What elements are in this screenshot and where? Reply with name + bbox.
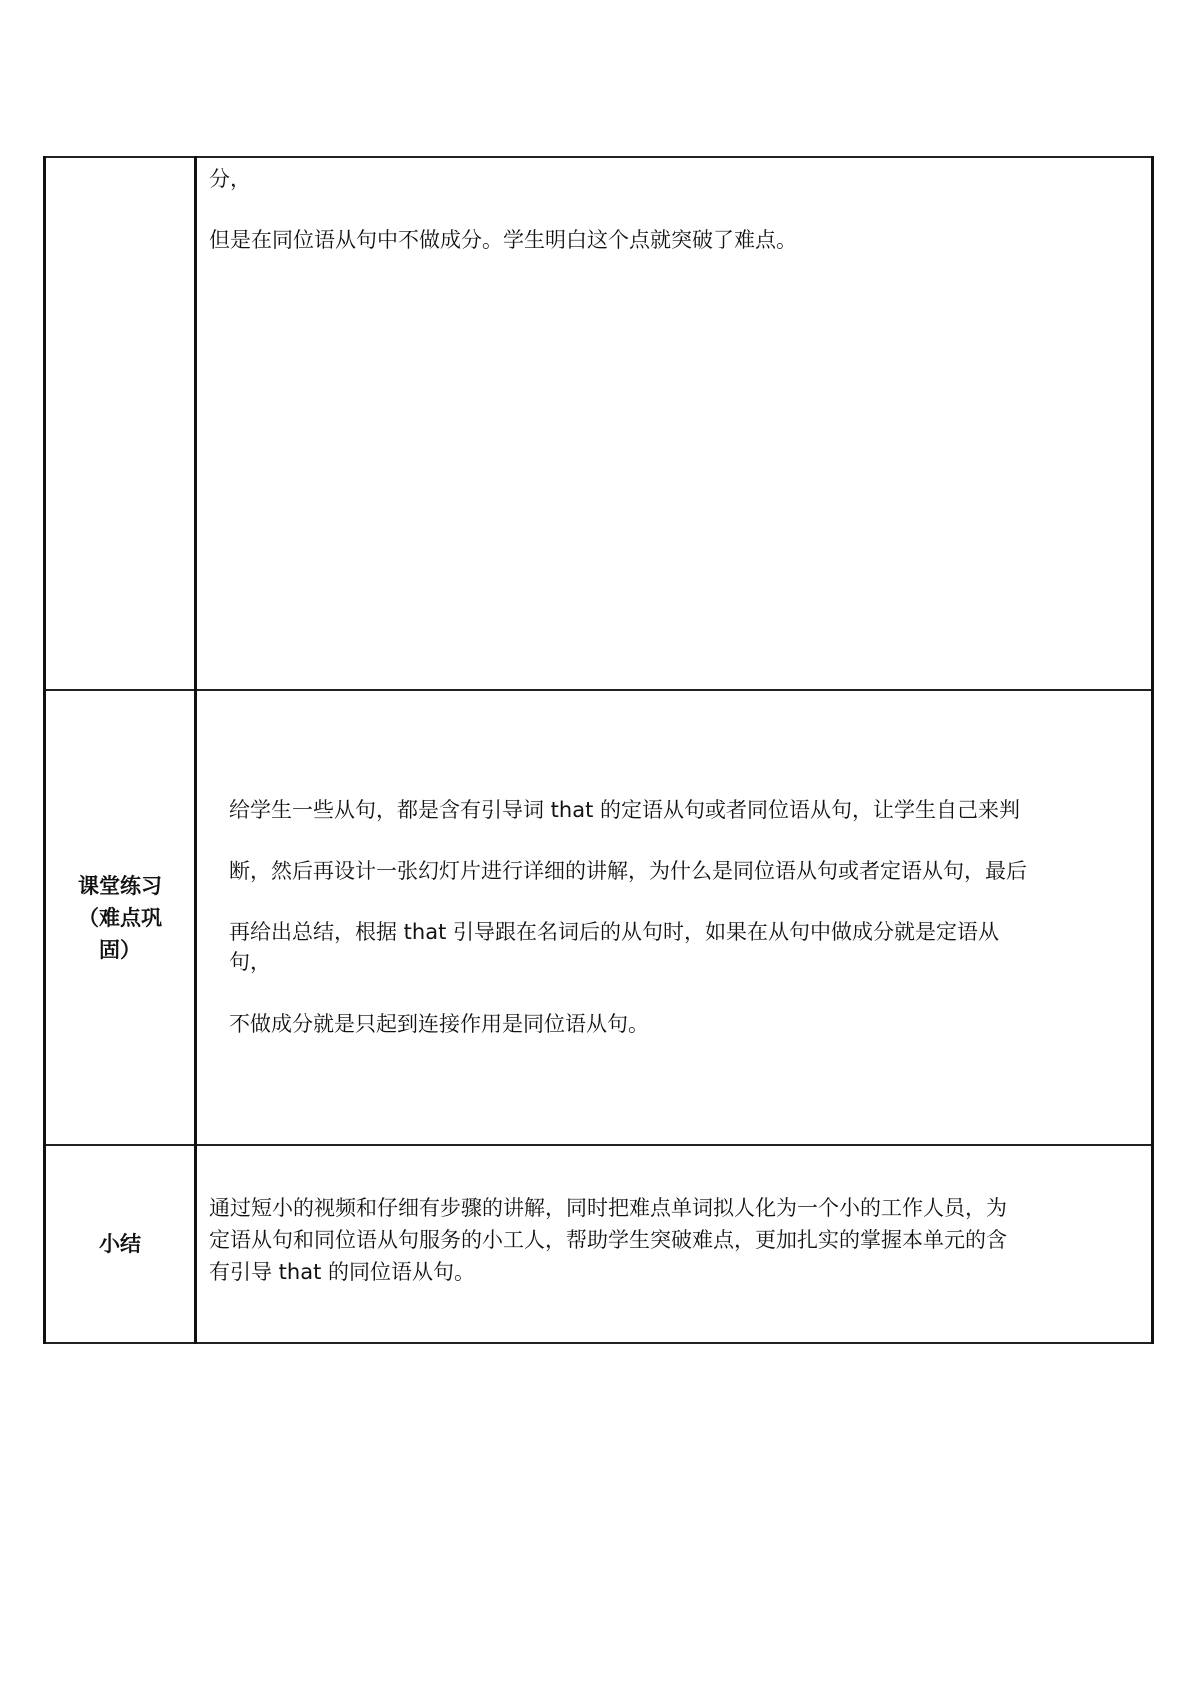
row2-label-line2: （难点巩 xyxy=(78,905,162,930)
table-row-summary xyxy=(45,1145,1153,1343)
table-row-difficulty-continued xyxy=(45,157,1153,690)
row2-line-1: 给学生一些从句，都是含有引导词 that 的定语从句或者同位语从句，让学生自己来判 xyxy=(229,798,1020,822)
row2-label-line1: 课堂练习 xyxy=(78,873,162,898)
lesson-plan-table xyxy=(43,156,1154,1344)
row3-label-cell xyxy=(45,1145,196,1343)
row2-label-line3: 固） xyxy=(99,937,141,962)
row3-label: 小结 xyxy=(99,1232,141,1256)
table-row-classroom-practice xyxy=(45,690,1153,1145)
row1-label-cell xyxy=(45,157,196,690)
row1-paragraph-1: 分， xyxy=(209,167,251,191)
row3-content-cell xyxy=(196,1145,1153,1343)
row3-line-1: 通过短小的视频和仔细有步骤的讲解，同时把难点单词拟人化为一个小的工作人员，为 xyxy=(209,1196,1007,1220)
row2-line-2: 断，然后再设计一张幻灯片进行详细的讲解，为什么是同位语从句或者定语从句，最后 xyxy=(229,859,1027,883)
row2-content-cell xyxy=(196,690,1153,1145)
row1-paragraph-2: 但是在同位语从句中不做成分。学生明白这个点就突破了难点。 xyxy=(209,228,797,252)
row3-line-3: 有引导 that 的同位语从句。 xyxy=(209,1260,475,1284)
row3-line-2: 定语从句和同位语从句服务的小工人，帮助学生突破难点，更加扎实的掌握本单元的含 xyxy=(209,1228,1007,1252)
row1-content-cell xyxy=(196,157,1153,690)
row2-label-cell xyxy=(45,690,196,1145)
row2-line-4: 句， xyxy=(229,950,271,974)
row2-line-3: 再给出总结，根据 that 引导跟在名词后的从句时，如果在从句中做成分就是定语从 xyxy=(229,920,999,944)
row2-line-5: 不做成分就是只起到连接作用是同位语从句。 xyxy=(229,1012,649,1036)
